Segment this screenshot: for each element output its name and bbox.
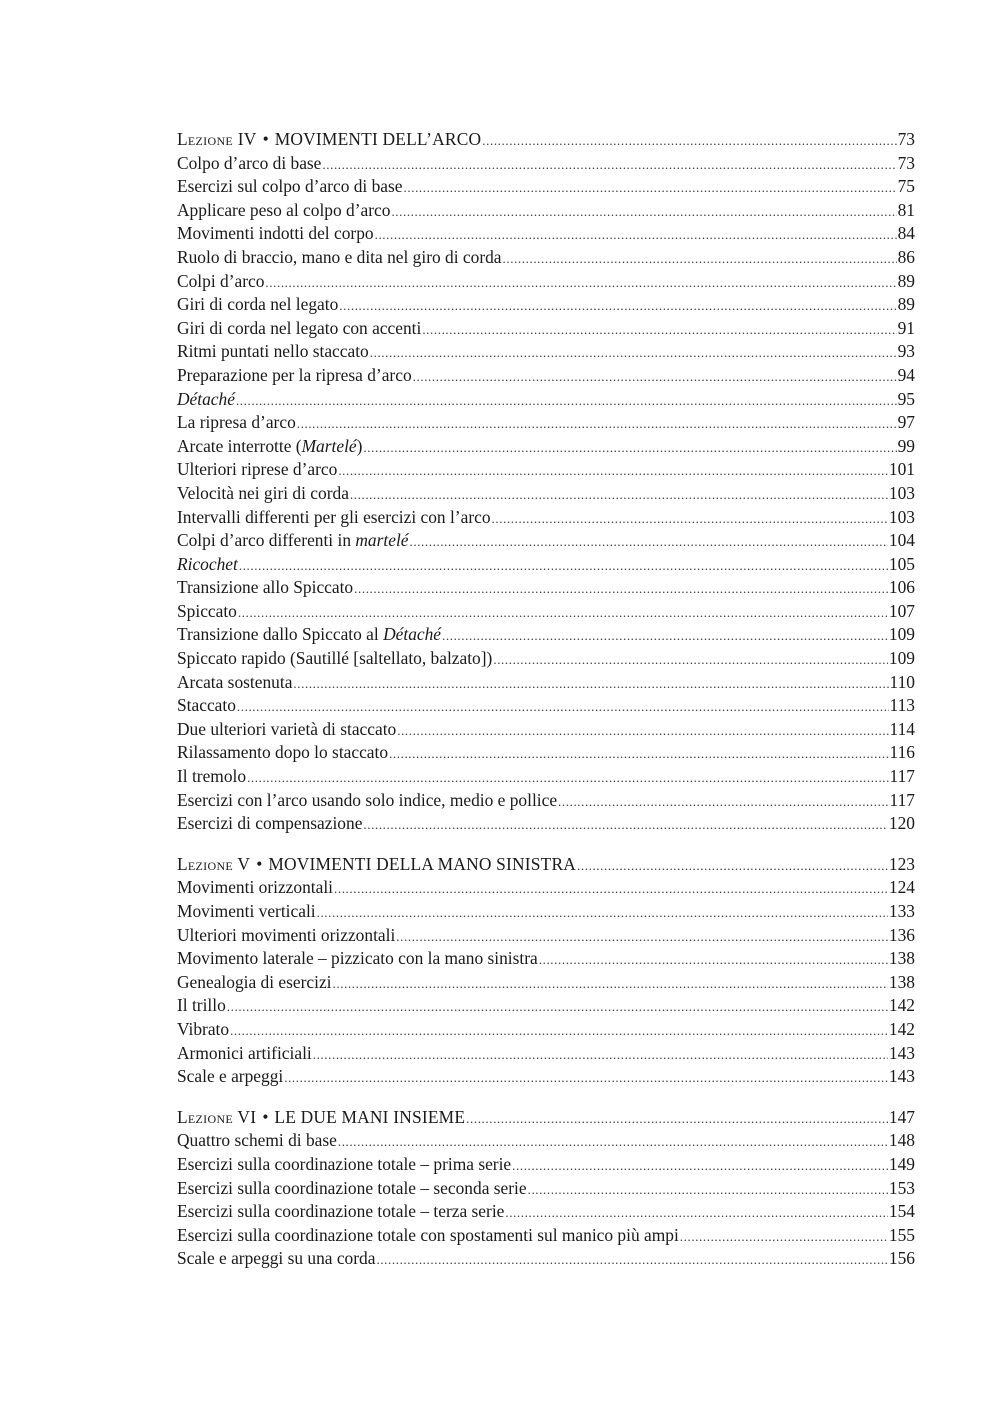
toc-entry[interactable] bbox=[177, 623, 915, 647]
page-number: 105 bbox=[888, 553, 915, 574]
dot-leader bbox=[354, 577, 888, 601]
entry-text: Preparazione per la ripresa d’arco bbox=[177, 364, 412, 385]
section-heading-title bbox=[177, 853, 576, 877]
page-number: 103 bbox=[888, 482, 915, 503]
toc-entry[interactable] bbox=[177, 600, 915, 624]
toc-entry-title bbox=[177, 947, 538, 971]
dot-leader bbox=[338, 1130, 888, 1154]
section-heading[interactable] bbox=[177, 853, 915, 877]
toc-entry-title bbox=[177, 246, 502, 270]
table-of-contents bbox=[177, 128, 915, 1271]
italic-term: martelé bbox=[355, 530, 409, 551]
dot-leader bbox=[370, 341, 897, 365]
dot-leader bbox=[396, 925, 888, 949]
lesson-title: MOVIMENTI DELL’ARCO bbox=[274, 129, 482, 149]
toc-entry-title bbox=[177, 1224, 679, 1248]
dot-leader bbox=[322, 153, 896, 177]
entry-text: Transizione dallo Spiccato al bbox=[177, 624, 384, 645]
dot-leader bbox=[247, 766, 888, 790]
dot-leader bbox=[410, 530, 888, 554]
toc-entry-title bbox=[177, 789, 557, 813]
toc-entry[interactable] bbox=[177, 947, 915, 971]
toc-entry[interactable] bbox=[177, 994, 915, 1018]
entry-text: Arcata sostenuta bbox=[177, 671, 293, 692]
page-number: 104 bbox=[888, 530, 915, 551]
toc-entry[interactable] bbox=[177, 741, 915, 765]
section-heading-title bbox=[177, 128, 481, 152]
page-number: 94 bbox=[897, 364, 915, 385]
section-heading-title bbox=[177, 1106, 465, 1130]
toc-entry[interactable] bbox=[177, 199, 915, 223]
toc-entry[interactable] bbox=[177, 152, 915, 176]
dot-leader bbox=[505, 1201, 888, 1225]
dot-leader bbox=[528, 1178, 888, 1202]
page-number: 148 bbox=[888, 1130, 915, 1151]
toc-entry-title bbox=[177, 600, 237, 624]
toc-entry-title bbox=[177, 694, 236, 718]
dot-leader bbox=[339, 294, 896, 318]
toc-entry[interactable] bbox=[177, 1177, 915, 1201]
page-number: 89 bbox=[897, 270, 915, 291]
entry-text: Staccato bbox=[177, 695, 236, 716]
page-number: 99 bbox=[897, 435, 915, 456]
entry-text: Ruolo di braccio, mano e dita nel giro di corda bbox=[177, 246, 502, 267]
page-number: 113 bbox=[889, 695, 915, 716]
toc-entry[interactable] bbox=[177, 924, 915, 948]
bullet-separator: • bbox=[262, 1106, 269, 1127]
toc-entry-title bbox=[177, 741, 388, 765]
page-number: 89 bbox=[897, 294, 915, 315]
bullet-separator: • bbox=[256, 853, 263, 874]
dot-leader bbox=[265, 271, 896, 295]
dot-leader bbox=[338, 459, 888, 483]
page-number: 109 bbox=[888, 648, 915, 669]
toc-entry-title bbox=[177, 222, 374, 246]
page-number: 117 bbox=[889, 789, 915, 810]
page-number: 156 bbox=[888, 1248, 915, 1269]
entry-text: Spiccato bbox=[177, 600, 237, 621]
toc-section bbox=[177, 853, 915, 1089]
page-number: 142 bbox=[888, 1018, 915, 1039]
page-number: 93 bbox=[897, 341, 915, 362]
entry-text: Armonici artificiali bbox=[177, 1042, 312, 1063]
entry-text: Ritmi puntati nello staccato bbox=[177, 341, 369, 362]
entry-text: Scale e arpeggi bbox=[177, 1066, 284, 1087]
toc-entry[interactable] bbox=[177, 411, 915, 435]
dot-leader bbox=[376, 1248, 887, 1272]
italic-term: Détaché bbox=[177, 388, 235, 409]
dot-leader bbox=[363, 813, 887, 837]
dot-leader bbox=[350, 483, 888, 507]
toc-entry[interactable] bbox=[177, 553, 915, 577]
entry-text: Giri di corda nel legato con accenti bbox=[177, 317, 422, 338]
dot-leader bbox=[492, 507, 888, 531]
toc-entry[interactable] bbox=[177, 317, 915, 341]
toc-entry-title bbox=[177, 506, 491, 530]
toc-entry[interactable] bbox=[177, 364, 915, 388]
toc-entry-title bbox=[177, 482, 349, 506]
page-number: 84 bbox=[897, 223, 915, 244]
dot-leader bbox=[442, 624, 888, 648]
dot-leader bbox=[237, 695, 889, 719]
page-number: 154 bbox=[888, 1201, 915, 1222]
entry-text: Ulteriori movimenti orizzontali bbox=[177, 924, 396, 945]
toc-entry[interactable] bbox=[177, 388, 915, 412]
toc-entry[interactable] bbox=[177, 529, 915, 553]
dot-leader bbox=[317, 901, 888, 925]
page-number: 153 bbox=[888, 1177, 915, 1198]
lesson-label: Lezione VI bbox=[177, 1106, 257, 1127]
entry-text: Il tremolo bbox=[177, 766, 247, 787]
entry-text: Intervalli differenti per gli esercizi con l’arco bbox=[177, 506, 491, 527]
entry-text: Arcate interrotte ( bbox=[177, 435, 302, 456]
toc-entry-title bbox=[177, 1129, 337, 1153]
entry-text: Velocità nei giri di corda bbox=[177, 482, 349, 503]
page-number: 117 bbox=[889, 766, 915, 787]
dot-leader bbox=[493, 648, 888, 672]
toc-entry[interactable] bbox=[177, 1042, 915, 1066]
toc-entry[interactable] bbox=[177, 246, 915, 270]
toc-entry-title bbox=[177, 671, 292, 695]
toc-entry-title bbox=[177, 1065, 283, 1089]
page-number: 143 bbox=[888, 1066, 915, 1087]
toc-entry-title bbox=[177, 812, 362, 836]
toc-entry[interactable] bbox=[177, 694, 915, 718]
dot-leader bbox=[404, 176, 897, 200]
toc-entry-title bbox=[177, 876, 333, 900]
toc-entry[interactable] bbox=[177, 789, 915, 813]
entry-text: Transizione allo Spiccato bbox=[177, 577, 354, 598]
entry-text: Esercizi sulla coordinazione totale – terza serie bbox=[177, 1201, 505, 1222]
entry-text: Rilassamento dopo lo staccato bbox=[177, 742, 389, 763]
lesson-label: Lezione IV bbox=[177, 129, 257, 149]
page-number: 133 bbox=[888, 901, 915, 921]
toc-entry[interactable] bbox=[177, 506, 915, 530]
toc-entry[interactable] bbox=[177, 576, 915, 600]
page-number: 138 bbox=[888, 971, 915, 992]
dot-leader bbox=[558, 790, 889, 814]
toc-entry-title bbox=[177, 388, 235, 412]
lesson-label: Lezione V bbox=[177, 853, 251, 874]
page-number: 107 bbox=[888, 600, 915, 621]
toc-entry-title bbox=[177, 924, 395, 948]
dot-leader bbox=[512, 1154, 888, 1178]
toc-entry-title bbox=[177, 971, 332, 995]
dot-leader bbox=[577, 854, 888, 878]
page-number: 120 bbox=[888, 813, 915, 834]
dot-leader bbox=[284, 1066, 888, 1090]
toc-entry[interactable] bbox=[177, 222, 915, 246]
toc-entry[interactable] bbox=[177, 1018, 915, 1042]
entry-text: Esercizi sulla coordinazione totale con spostamenti sul manico più ampi bbox=[177, 1224, 679, 1245]
page-number: 142 bbox=[888, 995, 915, 1016]
toc-entry-title bbox=[177, 576, 353, 600]
entry-text: Movimenti orizzontali bbox=[177, 877, 333, 898]
entry-text: Spiccato rapido (Sautillé [saltellato, balzato]) bbox=[177, 648, 493, 669]
toc-entry[interactable] bbox=[177, 765, 915, 789]
entry-text: Movimenti indotti del corpo bbox=[177, 223, 374, 244]
lesson-title: LE DUE MANI INSIEME bbox=[274, 1106, 466, 1127]
page-number: 143 bbox=[888, 1042, 915, 1063]
toc-entry[interactable] bbox=[177, 482, 915, 506]
page-number: 81 bbox=[897, 199, 915, 220]
toc-entry-title bbox=[177, 553, 238, 577]
toc-entry-title bbox=[177, 1018, 229, 1042]
toc-entry-title bbox=[177, 1153, 511, 1177]
toc-entry-title bbox=[177, 175, 403, 199]
page-number: 73 bbox=[897, 129, 915, 149]
toc-entry-title bbox=[177, 900, 316, 924]
dot-leader bbox=[397, 719, 888, 743]
page-number: 116 bbox=[889, 742, 915, 763]
dot-leader bbox=[422, 318, 896, 342]
dot-leader bbox=[334, 877, 888, 901]
entry-text: Movimenti verticali bbox=[177, 901, 316, 921]
toc-entry[interactable] bbox=[177, 647, 915, 671]
page-number: 155 bbox=[888, 1224, 915, 1245]
toc-entry[interactable] bbox=[177, 812, 915, 836]
toc-entry-title bbox=[177, 435, 362, 459]
entry-text: Due ulteriori varietà di staccato bbox=[177, 718, 397, 739]
entry-text: ) bbox=[356, 435, 363, 456]
page-number: 97 bbox=[897, 412, 915, 433]
toc-entry[interactable] bbox=[177, 340, 915, 364]
entry-text: Quattro schemi di base bbox=[177, 1130, 337, 1151]
dot-leader bbox=[230, 1019, 888, 1043]
dot-leader bbox=[333, 972, 888, 996]
toc-entry-title bbox=[177, 623, 441, 647]
bullet-separator: • bbox=[262, 129, 269, 149]
toc-entry-title bbox=[177, 765, 246, 789]
entry-text: La ripresa d’arco bbox=[177, 412, 296, 433]
page-number: 106 bbox=[888, 577, 915, 598]
toc-section bbox=[177, 128, 915, 836]
dot-leader bbox=[297, 412, 897, 436]
toc-entry[interactable] bbox=[177, 1129, 915, 1153]
dot-leader bbox=[375, 223, 897, 247]
dot-leader bbox=[313, 1043, 888, 1067]
dot-leader bbox=[413, 365, 897, 389]
entry-text: Esercizi con l’arco usando solo indice, medio e pollice bbox=[177, 789, 558, 810]
entry-text: Giri di corda nel legato bbox=[177, 294, 339, 315]
toc-entry[interactable] bbox=[177, 900, 915, 924]
toc-entry[interactable] bbox=[177, 435, 915, 459]
toc-entry-title bbox=[177, 270, 264, 294]
dot-leader bbox=[293, 672, 888, 696]
toc-entry-title bbox=[177, 718, 396, 742]
entry-text: Vibrato bbox=[177, 1018, 230, 1039]
toc-entry[interactable] bbox=[177, 876, 915, 900]
entry-text: Esercizi sulla coordinazione totale – seconda serie bbox=[177, 1177, 527, 1198]
toc-entry-title bbox=[177, 1200, 504, 1224]
entry-text: Il trillo bbox=[177, 995, 226, 1016]
entry-text: Colpo d’arco di base bbox=[177, 152, 322, 173]
toc-entry[interactable] bbox=[177, 270, 915, 294]
toc-entry-title bbox=[177, 458, 337, 482]
page-number: 123 bbox=[888, 853, 915, 874]
page-number: 109 bbox=[888, 624, 915, 645]
entry-text: Genealogia di esercizi bbox=[177, 971, 332, 992]
dot-leader bbox=[363, 436, 896, 460]
section-heading[interactable] bbox=[177, 1106, 915, 1130]
toc-entry[interactable] bbox=[177, 718, 915, 742]
lesson-title: MOVIMENTI DELLA MANO SINISTRA bbox=[268, 853, 577, 874]
dot-leader bbox=[482, 129, 896, 153]
toc-entry-title bbox=[177, 994, 226, 1018]
toc-entry-title bbox=[177, 1177, 527, 1201]
page-number: 95 bbox=[897, 388, 915, 409]
dot-leader bbox=[236, 389, 897, 413]
toc-entry[interactable] bbox=[177, 293, 915, 317]
page-number: 147 bbox=[888, 1106, 915, 1127]
italic-term: Détaché bbox=[383, 624, 442, 645]
toc-entry-title bbox=[177, 411, 296, 435]
toc-entry[interactable] bbox=[177, 671, 915, 695]
entry-text: Applicare peso al colpo d’arco bbox=[177, 199, 391, 220]
dot-leader bbox=[466, 1107, 888, 1131]
toc-section bbox=[177, 1106, 915, 1271]
page-number: 86 bbox=[897, 246, 915, 267]
entry-text: Colpi d’arco bbox=[177, 270, 265, 291]
toc-entry-title bbox=[177, 647, 492, 671]
toc-entry[interactable] bbox=[177, 1065, 915, 1089]
toc-entry[interactable] bbox=[177, 1153, 915, 1177]
toc-entry[interactable] bbox=[177, 1200, 915, 1224]
page-number: 138 bbox=[888, 948, 915, 969]
dot-leader bbox=[227, 995, 888, 1019]
toc-entry[interactable] bbox=[177, 458, 915, 482]
entry-text: Ulteriori riprese d’arco bbox=[177, 459, 338, 480]
toc-entry[interactable] bbox=[177, 971, 915, 995]
italic-term: Martelé bbox=[301, 435, 357, 456]
dot-leader bbox=[238, 601, 888, 625]
toc-entry-title bbox=[177, 529, 409, 553]
toc-entry-title bbox=[177, 1247, 375, 1271]
toc-entry-title bbox=[177, 199, 390, 223]
italic-term: Ricochet bbox=[177, 553, 238, 574]
toc-entry[interactable] bbox=[177, 175, 915, 199]
section-heading[interactable] bbox=[177, 128, 915, 152]
entry-text: Esercizi sulla coordinazione totale – prima serie bbox=[177, 1153, 512, 1174]
toc-entry-title bbox=[177, 152, 321, 176]
dot-leader bbox=[389, 742, 888, 766]
entry-text: Esercizi di compensazione bbox=[177, 813, 363, 834]
entry-text: Scale e arpeggi su una corda bbox=[177, 1248, 376, 1269]
toc-entry-title bbox=[177, 340, 369, 364]
dot-leader bbox=[239, 554, 888, 578]
toc-entry-title bbox=[177, 317, 421, 341]
page-number: 103 bbox=[888, 506, 915, 527]
dot-leader bbox=[391, 200, 896, 224]
page-number: 110 bbox=[889, 671, 915, 692]
page-number: 136 bbox=[888, 924, 915, 945]
toc-entry-title bbox=[177, 364, 412, 388]
toc-entry-title bbox=[177, 1042, 312, 1066]
page-number: 91 bbox=[897, 317, 915, 338]
toc-entry-title bbox=[177, 293, 338, 317]
page-number: 114 bbox=[889, 718, 915, 739]
dot-leader bbox=[680, 1225, 888, 1249]
page-number: 101 bbox=[888, 459, 915, 480]
dot-leader bbox=[503, 247, 897, 271]
dot-leader bbox=[539, 948, 888, 972]
page-number: 73 bbox=[897, 152, 915, 173]
entry-text: Esercizi sul colpo d’arco di base bbox=[177, 176, 403, 197]
page-number: 75 bbox=[897, 176, 915, 197]
entry-text: Movimento laterale – pizzicato con la mano sinistra bbox=[177, 948, 538, 969]
toc-entry[interactable] bbox=[177, 1247, 915, 1271]
page-number: 124 bbox=[888, 877, 915, 898]
toc-entry[interactable] bbox=[177, 1224, 915, 1248]
page-number: 149 bbox=[888, 1153, 915, 1174]
entry-text: Colpi d’arco differenti in bbox=[177, 530, 356, 551]
